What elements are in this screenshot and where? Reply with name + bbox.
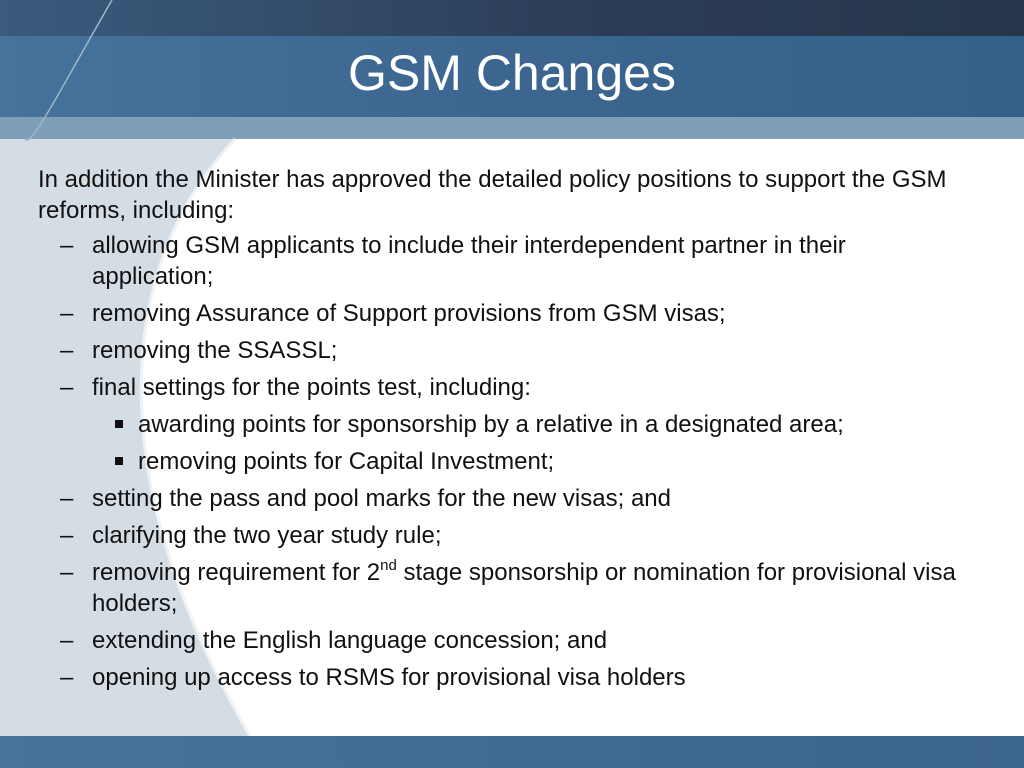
bullet-text: extending the English language concession; and xyxy=(92,627,608,654)
bullet-text: final settings for the points test, including: xyxy=(92,374,531,401)
bullet-text: setting the pass and pool marks for the new visas; and xyxy=(92,485,671,512)
square-bullet-icon xyxy=(115,457,123,465)
bullet-text: removing the SSASSL; xyxy=(92,337,338,364)
slide-body xyxy=(38,164,958,699)
stage-prefix: removing requirement for 2 xyxy=(92,559,381,586)
bullet-item xyxy=(38,625,958,656)
dash-marker: – xyxy=(60,232,74,259)
intro-paragraph: In addition the Minister has approved the detailed policy positions to support the GSM reforms, including: xyxy=(38,166,947,224)
dash-marker: – xyxy=(60,627,74,654)
dash-marker: – xyxy=(60,485,74,512)
bullet-item xyxy=(38,335,958,366)
bullet-item xyxy=(38,557,958,619)
footer-band xyxy=(0,736,1024,768)
sub-bullet-item xyxy=(38,409,958,440)
bullet-text xyxy=(92,559,956,617)
bullet-text: allowing GSM applicants to include their interdependent partner in their application; xyxy=(92,232,846,290)
dash-marker: – xyxy=(60,522,74,549)
sub-bullet-text: removing points for Capital Investment; xyxy=(138,448,555,475)
bullet-item xyxy=(38,662,958,693)
dash-marker: – xyxy=(60,664,74,691)
bullet-item xyxy=(38,483,958,514)
bullet-item xyxy=(38,520,958,551)
bullet-item xyxy=(38,298,958,329)
stage-suffix: stage sponsorship or nomination for provisional visa holders; xyxy=(92,559,956,617)
dash-marker: – xyxy=(60,337,74,364)
sub-bullet-item xyxy=(38,446,958,477)
bullet-text: clarifying the two year study rule; xyxy=(92,522,442,549)
dash-marker: – xyxy=(60,374,74,401)
dash-marker: – xyxy=(60,300,74,327)
sub-bullet-text: awarding points for sponsorship by a relative in a designated area; xyxy=(138,411,844,438)
slide-title: GSM Changes xyxy=(348,45,676,101)
bullet-text: removing Assurance of Support provisions from GSM visas; xyxy=(92,300,726,327)
square-bullet-icon xyxy=(115,420,123,428)
ordinal-superscript: nd xyxy=(380,557,397,574)
bullet-item xyxy=(38,372,958,403)
dash-marker: – xyxy=(60,559,74,586)
bullet-item xyxy=(38,230,958,292)
bullet-text: opening up access to RSMS for provisional visa holders xyxy=(92,664,686,691)
